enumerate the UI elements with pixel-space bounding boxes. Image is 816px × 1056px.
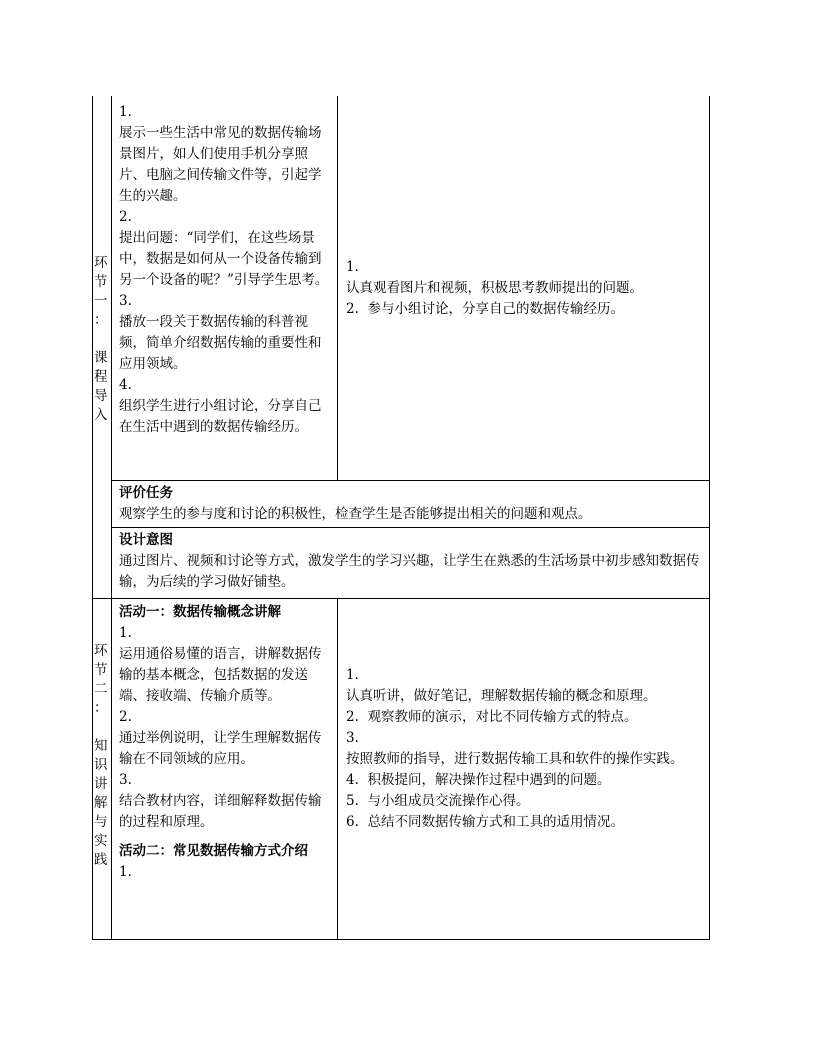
student2-step-1-number: 1. <box>346 667 359 683</box>
row-divider-2 <box>111 527 710 528</box>
section-label-char: 一 <box>94 293 108 309</box>
section-label-char: 实 <box>94 833 108 849</box>
student2-step-3-text: 按照教师的指导，进行数据传输工具和软件的操作实践。 <box>346 751 684 767</box>
student2-step-4-text: 4. 积极提问，解决操作过程中遇到的问题。 <box>346 772 611 788</box>
evaluation-title: 评价任务 <box>119 485 173 501</box>
student-activities-cell-2 <box>346 665 704 833</box>
student-step-2-text: 2. 参与小组讨论，分享自己的数据传输经历。 <box>346 301 624 317</box>
section-label-char: 二 <box>94 681 108 697</box>
section-label-char: 程 <box>94 369 108 385</box>
student2-step-6-text: 6. 总结不同数据传输方式和工具的适用情况。 <box>346 814 624 830</box>
teacher2-step-1-number: 1. <box>119 625 132 641</box>
section-label-char: 环 <box>94 255 108 271</box>
section-label-char: 入 <box>94 407 108 423</box>
section-label-2 <box>94 642 110 870</box>
section-label-char: 知 <box>94 738 108 754</box>
section-label-char: 讲 <box>94 776 108 792</box>
section-label-char: 解 <box>94 795 108 811</box>
section-label-char <box>94 330 110 349</box>
teacher-step-3-number: 3. <box>119 293 132 309</box>
row-divider-1 <box>111 480 710 481</box>
table-bottom-border <box>92 939 710 940</box>
student-step-1-text: 认真观看图片和视频，积极思考教师提出的问题。 <box>346 280 643 296</box>
teacher-step-1-text: 展示一些生活中常见的数据传输场景图片，如人们使用手机分享照片、电脑之间传输文件等，引起学生的兴趣。 <box>119 125 322 204</box>
column-divider-2b <box>337 598 338 940</box>
section-label-char: 践 <box>94 852 108 868</box>
section-label-char: 导 <box>94 388 108 404</box>
section-label-char: 课 <box>94 350 108 366</box>
section-label-char: ： <box>94 700 108 716</box>
section-label-char: 节 <box>94 274 108 290</box>
teacher-step-2-text: 提出问题：“同学们，在这些场景中，数据是如何从一个设备传输到另一个设备的呢？”引导学生思考。 <box>119 230 329 288</box>
section-label-char: 环 <box>94 643 108 659</box>
teacher-step-1-number: 1. <box>119 104 132 120</box>
teacher-step-4-number: 4. <box>119 377 132 393</box>
activity-1-title: 活动一：数据传输概念讲解 <box>119 604 281 620</box>
student2-step-1-text: 认真听讲，做好笔记，理解数据传输的概念和原理。 <box>346 688 657 704</box>
activity-2-title: 活动二：常见数据传输方式介绍 <box>119 843 308 859</box>
section-label-1 <box>94 254 110 425</box>
section-label-char: 节 <box>94 662 108 678</box>
section-label-char: ： <box>94 312 108 328</box>
student2-step-2-text: 2. 观察教师的演示，对比不同传输方式的特点。 <box>346 709 638 725</box>
teacher2-step-2-text: 通过举例说明，让学生理解数据传输在不同领域的应用。 <box>119 730 322 767</box>
design-title: 设计意图 <box>119 532 173 548</box>
column-divider-1 <box>111 96 112 940</box>
teacher2-step-3-number: 3. <box>119 772 132 788</box>
teacher-activities-cell-2 <box>119 602 331 883</box>
teacher-step-2-number: 2. <box>119 209 132 225</box>
teacher2-step-1-text: 运用通俗易懂的语言，讲解数据传输的基本概念，包括数据的发送端、接收端、传输介质等。 <box>119 646 322 704</box>
design-intent-cell <box>119 530 703 593</box>
table-right-border <box>709 96 710 940</box>
table-left-border <box>92 96 93 940</box>
student2-step-5-text: 5. 与小组成员交流操作心得。 <box>346 793 530 809</box>
student-activities-cell-1 <box>346 257 704 320</box>
column-divider-2a <box>337 96 338 480</box>
evaluation-task-cell <box>119 483 703 525</box>
teacher-step-3-text: 播放一段关于数据传输的科普视频，简单介绍数据传输的重要性和应用领域。 <box>119 314 322 372</box>
activity-2-step-1-number: 1. <box>119 864 132 880</box>
teacher-activities-cell-1 <box>119 102 331 438</box>
section-label-char: 与 <box>94 814 108 830</box>
design-text: 通过图片、视频和讨论等方式，激发学生的学习兴趣，让学生在熟悉的生活场景中初步感知数据传输，为后续的学习做好铺垫。 <box>119 553 700 590</box>
section-label-char <box>94 718 110 737</box>
student2-step-3-number: 3. <box>346 730 359 746</box>
section-label-char: 识 <box>94 757 108 773</box>
student-step-1-number: 1. <box>346 259 359 275</box>
lesson-plan-table <box>92 96 710 940</box>
row-divider-3 <box>92 598 710 599</box>
teacher2-step-3-text: 结合教材内容，详细解释数据传输的过程和原理。 <box>119 793 322 830</box>
evaluation-text: 观察学生的参与度和讨论的积极性，检查学生是否能够提出相关的问题和观点。 <box>119 506 592 522</box>
teacher2-step-2-number: 2. <box>119 709 132 725</box>
teacher-step-4-text: 组织学生进行小组讨论，分享自己在生活中遇到的数据传输经历。 <box>119 398 322 435</box>
